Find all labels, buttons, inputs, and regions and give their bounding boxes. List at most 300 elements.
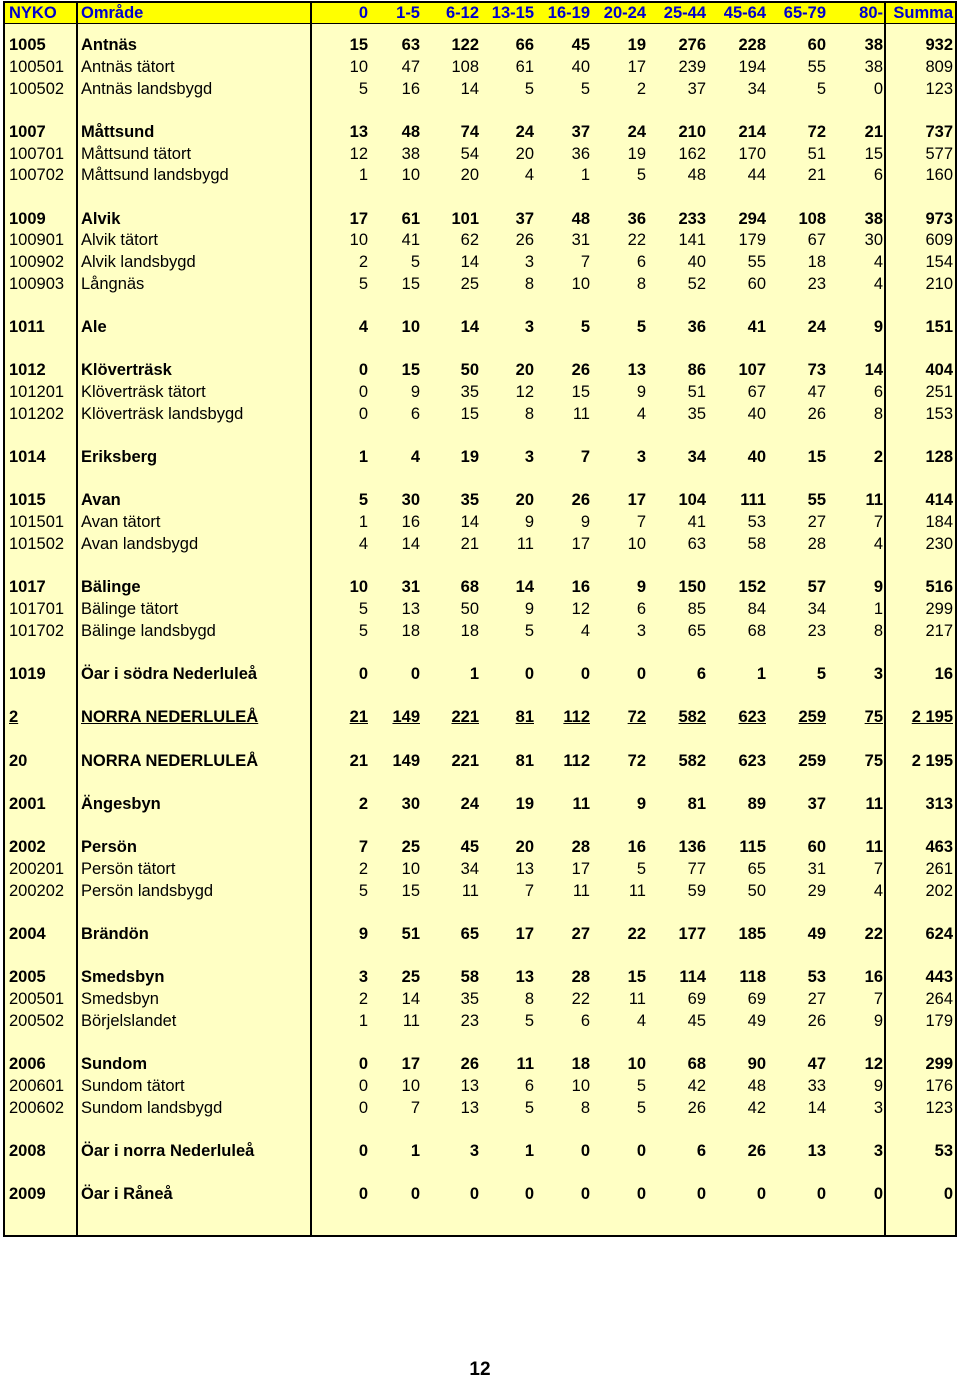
age-value-cell: 19 (515, 794, 534, 813)
age-value-cell: 6 (696, 664, 706, 683)
area-name-cell: Brändön (81, 925, 149, 944)
nyko-cell: 1017 (9, 578, 46, 597)
age-value-cell: 4 (873, 274, 883, 293)
age-value-cell: 0 (756, 1185, 766, 1204)
age-value-cell: 7 (524, 881, 534, 900)
age-value-cell: 77 (687, 860, 706, 879)
age-value-cell: 233 (678, 209, 706, 228)
age-value-cell: 0 (636, 664, 646, 683)
age-value-cell: 10 (571, 274, 590, 293)
age-value-cell: 0 (636, 1185, 646, 1204)
age-value-cell: 35 (687, 404, 706, 423)
table-row (5, 664, 955, 686)
area-name-cell: Klöverträsk tätort (81, 383, 206, 402)
age-value-cell: 9 (524, 599, 534, 618)
area-name-cell: Antnäs tätort (81, 57, 175, 76)
nyko-cell: 200201 (9, 860, 65, 879)
nyko-cell: 1009 (9, 209, 46, 228)
age-value-cell: 10 (349, 57, 368, 76)
age-value-cell: 16 (627, 838, 646, 857)
age-value-cell: 162 (678, 144, 706, 163)
age-value-cell: 10 (349, 578, 368, 597)
data-table (3, 1, 957, 1237)
table-row (5, 881, 955, 903)
summa-cell: 516 (925, 578, 953, 597)
header-age-6-12: 6-12 (445, 4, 479, 22)
age-value-cell: 49 (747, 1011, 766, 1030)
age-value-cell: 5 (580, 79, 590, 98)
age-value-cell: 6 (696, 1141, 706, 1160)
age-value-cell: 24 (807, 318, 826, 337)
age-value-cell: 5 (410, 252, 420, 271)
age-value-cell: 0 (580, 664, 590, 683)
age-value-cell: 47 (807, 1055, 826, 1074)
age-value-cell: 4 (410, 448, 420, 467)
nyko-cell: 2008 (9, 1141, 46, 1160)
age-value-cell: 67 (747, 383, 766, 402)
age-value-cell: 45 (687, 1011, 706, 1030)
table-row (5, 122, 955, 144)
area-name-cell: Bälinge tätort (81, 599, 179, 618)
table-row (5, 794, 955, 816)
age-value-cell: 10 (401, 860, 420, 879)
age-value-cell: 23 (807, 274, 826, 293)
age-value-cell: 26 (807, 1011, 826, 1030)
age-value-cell: 2 (873, 448, 883, 467)
header-summa: Summa (893, 4, 953, 22)
age-value-cell: 0 (358, 383, 368, 402)
age-value-cell: 57 (807, 578, 826, 597)
age-value-cell: 3 (524, 252, 534, 271)
age-value-cell: 40 (747, 448, 766, 467)
summa-cell: 404 (925, 361, 953, 380)
nyko-cell: 100902 (9, 252, 65, 271)
age-value-cell: 26 (571, 491, 590, 510)
age-value-cell: 11 (516, 534, 534, 553)
table-row (5, 924, 955, 946)
age-value-cell: 1 (358, 448, 368, 467)
age-value-cell: 86 (687, 361, 706, 380)
summa-cell: 217 (925, 621, 953, 640)
age-value-cell: 35 (460, 990, 479, 1009)
age-value-cell: 10 (571, 1076, 590, 1095)
table-row (5, 967, 955, 989)
age-value-cell: 8 (580, 1098, 590, 1117)
age-value-cell: 22 (864, 925, 883, 944)
age-value-cell: 5 (524, 1011, 534, 1030)
summa-cell: 176 (925, 1076, 953, 1095)
age-value-cell: 72 (627, 751, 646, 770)
summa-cell: 16 (934, 664, 953, 683)
age-value-cell: 45 (571, 36, 590, 55)
age-value-cell: 8 (636, 274, 646, 293)
age-value-cell: 6 (410, 404, 420, 423)
age-value-cell: 3 (873, 1098, 883, 1117)
age-value-cell: 0 (580, 1185, 590, 1204)
nyko-cell: 20 (9, 751, 28, 770)
age-value-cell: 294 (738, 209, 766, 228)
age-value-cell: 5 (580, 318, 590, 337)
age-value-cell: 16 (401, 513, 420, 532)
age-value-cell: 0 (580, 1141, 590, 1160)
summa-cell: 463 (925, 838, 953, 857)
age-value-cell: 17 (627, 57, 646, 76)
age-value-cell: 1 (358, 1011, 368, 1030)
age-value-cell: 11 (516, 1055, 534, 1074)
age-value-cell: 51 (401, 925, 420, 944)
age-value-cell: 2 (358, 252, 368, 271)
summa-cell: 414 (925, 491, 953, 510)
age-value-cell: 1 (410, 1141, 420, 1160)
age-value-cell: 15 (864, 144, 883, 163)
age-value-cell: 17 (571, 534, 590, 553)
area-name-cell: Avan tätort (81, 513, 161, 532)
table-row (5, 621, 955, 643)
age-value-cell: 81 (687, 794, 706, 813)
area-name-cell: Sundom landsbygd (81, 1098, 223, 1117)
age-value-cell: 20 (515, 361, 534, 380)
age-value-cell: 18 (401, 621, 420, 640)
age-value-cell: 58 (460, 968, 479, 987)
age-value-cell: 36 (627, 209, 646, 228)
age-value-cell: 21 (349, 751, 368, 770)
age-value-cell: 194 (738, 57, 766, 76)
age-value-cell: 0 (816, 1185, 826, 1204)
age-value-cell: 69 (747, 990, 766, 1009)
age-value-cell: 149 (392, 751, 420, 770)
age-value-cell: 17 (627, 491, 646, 510)
age-value-cell: 14 (460, 513, 479, 532)
table-row (5, 274, 955, 296)
summa-cell: 179 (925, 1011, 953, 1030)
age-value-cell: 9 (873, 1011, 883, 1030)
nyko-cell: 101501 (9, 513, 65, 532)
age-value-cell: 1 (358, 166, 368, 185)
age-value-cell: 1 (358, 513, 368, 532)
area-name-cell: Persön landsbygd (81, 881, 214, 900)
age-value-cell: 5 (636, 1098, 646, 1117)
age-value-cell: 19 (460, 448, 479, 467)
age-value-cell: 228 (738, 36, 766, 55)
age-value-cell: 18 (807, 252, 826, 271)
age-value-cell: 0 (358, 664, 368, 683)
age-value-cell: 26 (460, 1055, 479, 1074)
age-value-cell: 3 (358, 968, 368, 987)
age-value-cell: 38 (864, 209, 883, 228)
area-name-cell: Klöverträsk landsbygd (81, 404, 244, 423)
area-name-cell: Antnäs landsbygd (81, 79, 213, 98)
table-row (5, 1054, 955, 1076)
age-value-cell: 33 (807, 1076, 826, 1095)
age-value-cell: 9 (524, 513, 534, 532)
age-value-cell: 12 (864, 1055, 883, 1074)
table-row (5, 859, 955, 881)
age-value-cell: 2 (358, 990, 368, 1009)
age-value-cell: 0 (358, 1076, 368, 1095)
age-value-cell: 7 (873, 990, 883, 1009)
age-value-cell: 75 (864, 751, 883, 770)
age-value-cell: 10 (401, 166, 420, 185)
summa-cell: 202 (925, 881, 953, 900)
age-value-cell: 27 (807, 513, 826, 532)
age-value-cell: 9 (410, 383, 420, 402)
nyko-cell: 1019 (9, 664, 46, 683)
summa-cell: 123 (925, 79, 953, 98)
age-value-cell: 49 (807, 925, 826, 944)
nyko-cell: 2002 (9, 838, 46, 857)
nyko-cell: 100901 (9, 231, 65, 250)
age-value-cell: 13 (515, 968, 534, 987)
area-name-cell: Avan landsbygd (81, 534, 199, 553)
area-name-cell: Antnäs (81, 36, 137, 55)
age-value-cell: 112 (563, 751, 590, 770)
table-row (5, 1098, 955, 1120)
summa-cell: 261 (925, 860, 953, 879)
age-value-cell: 1 (524, 1141, 534, 1160)
age-value-cell: 8 (873, 404, 883, 423)
age-value-cell: 81 (515, 751, 534, 770)
age-value-cell: 3 (524, 318, 534, 337)
age-value-cell: 27 (807, 990, 826, 1009)
header-age-13-15: 13-15 (491, 4, 534, 22)
summa-cell: 443 (925, 968, 953, 987)
age-value-cell: 4 (636, 1011, 646, 1030)
age-value-cell: 0 (358, 1141, 368, 1160)
summa-cell: 2 195 (911, 751, 953, 770)
area-name-cell: Bälinge landsbygd (81, 621, 216, 640)
age-value-cell: 5 (358, 491, 368, 510)
age-value-cell: 26 (807, 404, 826, 423)
table-row (5, 512, 955, 534)
table-row (5, 79, 955, 101)
age-value-cell: 47 (401, 57, 420, 76)
age-value-cell: 1 (580, 166, 590, 185)
age-value-cell: 16 (864, 968, 883, 987)
age-value-cell: 8 (873, 621, 883, 640)
age-value-cell: 17 (571, 860, 590, 879)
age-value-cell: 107 (738, 361, 766, 380)
age-value-cell: 16 (401, 79, 420, 98)
age-value-cell: 0 (524, 1185, 534, 1204)
age-value-cell: 0 (358, 361, 368, 380)
area-name-cell: Avan (81, 491, 121, 510)
age-value-cell: 17 (401, 1055, 420, 1074)
age-value-cell: 11 (402, 1011, 420, 1030)
age-value-cell: 15 (571, 383, 590, 402)
age-value-cell: 61 (515, 57, 534, 76)
age-value-cell: 63 (401, 36, 420, 55)
age-value-cell: 152 (738, 578, 766, 597)
area-name-cell: Öar i norra Nederluleå (81, 1141, 255, 1160)
age-value-cell: 26 (687, 1098, 706, 1117)
age-value-cell: 4 (580, 621, 590, 640)
age-value-cell: 108 (451, 57, 479, 76)
area-name-cell: Persön (81, 838, 137, 857)
age-value-cell: 23 (460, 1011, 479, 1030)
nyko-cell: 101702 (9, 621, 65, 640)
age-value-cell: 51 (687, 383, 706, 402)
age-value-cell: 19 (627, 144, 646, 163)
age-value-cell: 5 (358, 881, 368, 900)
table-row (5, 57, 955, 79)
age-value-cell: 36 (571, 144, 590, 163)
age-value-cell: 9 (580, 513, 590, 532)
age-value-cell: 14 (515, 578, 534, 597)
age-value-cell: 37 (807, 794, 826, 813)
summa-cell: 973 (925, 209, 953, 228)
age-value-cell: 38 (864, 57, 883, 76)
age-value-cell: 12 (571, 599, 590, 618)
table-row (5, 317, 955, 339)
area-name-cell: Måttsund (81, 122, 155, 141)
age-value-cell: 15 (401, 274, 420, 293)
page-number: 12 (469, 1359, 491, 1380)
table-row (5, 404, 955, 426)
summa-cell: 264 (925, 990, 953, 1009)
age-value-cell: 65 (687, 621, 706, 640)
age-value-cell: 68 (687, 1055, 706, 1074)
age-value-cell: 20 (515, 144, 534, 163)
age-value-cell: 10 (627, 1055, 646, 1074)
age-value-cell: 122 (451, 36, 479, 55)
age-value-cell: 5 (358, 79, 368, 98)
table-row (5, 382, 955, 404)
age-value-cell: 14 (401, 990, 420, 1009)
age-value-cell: 37 (515, 209, 534, 228)
age-value-cell: 3 (873, 664, 883, 683)
summa-cell: 128 (925, 448, 953, 467)
age-value-cell: 10 (401, 318, 420, 337)
age-value-cell: 52 (687, 274, 706, 293)
age-value-cell: 51 (807, 144, 826, 163)
age-value-cell: 11 (572, 404, 590, 423)
age-value-cell: 170 (738, 144, 766, 163)
age-value-cell: 9 (358, 925, 368, 944)
age-value-cell: 66 (515, 36, 534, 55)
area-name-cell: Ängesbyn (81, 794, 161, 813)
age-value-cell: 24 (460, 794, 479, 813)
header-age-45-64: 45-64 (723, 4, 766, 22)
header-age-1-5: 1-5 (396, 4, 420, 22)
area-name-cell: Börjelslandet (81, 1011, 177, 1030)
area-name-cell: Ale (81, 318, 107, 337)
age-value-cell: 11 (865, 491, 883, 510)
age-value-cell: 7 (410, 1098, 420, 1117)
age-value-cell: 7 (873, 860, 883, 879)
age-value-cell: 6 (636, 599, 646, 618)
age-value-cell: 50 (747, 881, 766, 900)
age-value-cell: 5 (524, 79, 534, 98)
age-value-cell: 38 (401, 144, 420, 163)
age-value-cell: 13 (460, 1076, 479, 1095)
age-value-cell: 5 (358, 599, 368, 618)
age-value-cell: 5 (524, 621, 534, 640)
age-value-cell: 30 (864, 231, 883, 250)
age-value-cell: 67 (807, 231, 826, 250)
area-name-cell: Smedsbyn (81, 990, 159, 1009)
nyko-cell: 100903 (9, 274, 65, 293)
table-row (5, 1011, 955, 1033)
table-row (5, 989, 955, 1011)
age-value-cell: 114 (679, 968, 706, 987)
age-value-cell: 101 (451, 209, 479, 228)
age-value-cell: 42 (687, 1076, 706, 1095)
age-value-cell: 623 (738, 708, 766, 727)
age-value-cell: 21 (460, 534, 479, 553)
age-value-cell: 90 (747, 1055, 766, 1074)
area-name-cell: Alvik (81, 209, 121, 228)
age-value-cell: 185 (738, 925, 766, 944)
age-value-cell: 14 (460, 79, 479, 98)
summa-cell: 0 (943, 1185, 953, 1204)
nyko-cell: 101202 (9, 404, 65, 423)
age-value-cell: 15 (401, 881, 420, 900)
table-row (5, 230, 955, 252)
age-value-cell: 28 (571, 838, 590, 857)
age-value-cell: 40 (747, 404, 766, 423)
age-value-cell: 21 (349, 708, 368, 727)
table-row (5, 490, 955, 512)
column-divider (310, 3, 312, 1237)
age-value-cell: 24 (515, 122, 534, 141)
age-value-cell: 17 (349, 209, 368, 228)
age-value-cell: 3 (524, 448, 534, 467)
age-value-cell: 7 (580, 448, 590, 467)
age-value-cell: 36 (687, 318, 706, 337)
age-value-cell: 21 (864, 122, 883, 141)
age-value-cell: 5 (358, 274, 368, 293)
age-value-cell: 0 (358, 1055, 368, 1074)
nyko-cell: 200602 (9, 1098, 65, 1117)
age-value-cell: 7 (873, 513, 883, 532)
age-value-cell: 21 (807, 166, 826, 185)
age-value-cell: 15 (627, 968, 646, 987)
age-value-cell: 0 (358, 1185, 368, 1204)
table-row (5, 144, 955, 166)
age-value-cell: 68 (460, 578, 479, 597)
age-value-cell: 26 (515, 231, 534, 250)
nyko-cell: 200202 (9, 881, 65, 900)
age-value-cell: 9 (636, 383, 646, 402)
age-value-cell: 4 (524, 166, 534, 185)
age-value-cell: 4 (873, 881, 883, 900)
age-value-cell: 34 (807, 599, 826, 618)
nyko-cell: 2001 (9, 794, 46, 813)
nyko-cell: 1011 (9, 318, 45, 337)
age-value-cell: 30 (401, 491, 420, 510)
age-value-cell: 4 (873, 252, 883, 271)
area-name-cell: Alvik landsbygd (81, 252, 196, 271)
age-value-cell: 8 (524, 990, 534, 1009)
area-name-cell: Eriksberg (81, 448, 158, 467)
summa-cell: 932 (925, 36, 953, 55)
age-value-cell: 111 (740, 491, 766, 510)
table-row (5, 1184, 955, 1206)
age-value-cell: 18 (460, 621, 479, 640)
age-value-cell: 7 (636, 513, 646, 532)
age-value-cell: 1 (756, 664, 766, 683)
area-name-cell: NORRA NEDERLULEÅ (81, 708, 259, 727)
age-value-cell: 42 (747, 1098, 766, 1117)
column-divider (884, 3, 886, 1237)
summa-cell: 123 (925, 1098, 953, 1117)
age-value-cell: 4 (358, 534, 368, 553)
age-value-cell: 3 (636, 621, 646, 640)
header-nyko: NYKO (9, 4, 57, 22)
age-value-cell: 35 (460, 491, 479, 510)
header-age-80: 80- (859, 4, 883, 22)
age-value-cell: 25 (460, 274, 479, 293)
